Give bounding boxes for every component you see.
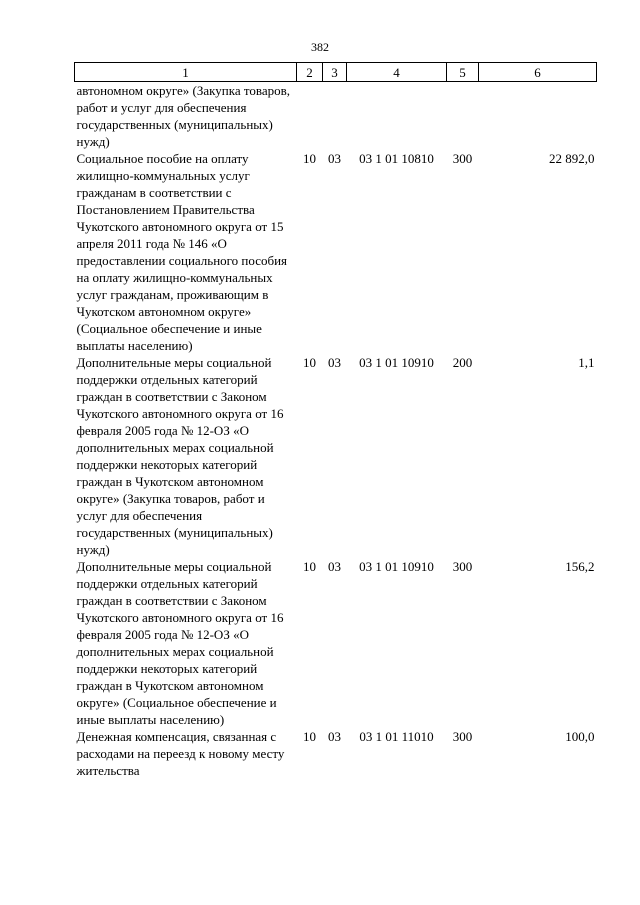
- column-header: 6: [479, 63, 597, 82]
- row-section: [297, 82, 323, 151]
- row-expense-type: 300: [452, 151, 473, 166]
- row-expense-type: 300: [452, 559, 473, 574]
- row-subsection: 03: [328, 729, 341, 744]
- row-description: автономном округе» (Закупка товаров, работ и услуг для обеспечения государственных (муниципальных) нужд): [76, 83, 291, 149]
- row-expense-type: 300: [452, 729, 473, 744]
- row-section: 10: [303, 355, 316, 370]
- row-target-code: 03 1 01 10910: [359, 559, 434, 574]
- row-subsection: 03: [328, 151, 341, 166]
- row-amount: 22 892,0: [549, 151, 595, 166]
- table-row: [75, 150, 597, 354]
- table-row: [75, 558, 597, 728]
- row-amount: 156,2: [565, 559, 595, 574]
- column-header: 1: [75, 63, 297, 82]
- row-target-code: 03 1 01 11010: [359, 729, 434, 744]
- row-amount: [479, 82, 597, 151]
- row-expense-type: 200: [452, 355, 473, 370]
- budget-table: [74, 62, 597, 779]
- row-section: 10: [303, 559, 316, 574]
- row-target-code: 03 1 01 10910: [359, 355, 434, 370]
- row-description: Дополнительные меры социальной поддержки отдельных категорий граждан в соответствии с Законом Чукотского автономного округа от 16 февраля 2005 года № 12-ОЗ «О дополнительных мерах социальной поддержки некоторых категорий граждан в Чукотском автономном округе» (Закупка товаров, работ и услуг для обеспечения государственных (муниципальных) нужд): [76, 355, 284, 557]
- column-header: 5: [447, 63, 479, 82]
- table-row: [75, 728, 597, 779]
- row-target-code: 03 1 01 10810: [359, 151, 434, 166]
- row-amount: 100,0: [565, 729, 595, 744]
- row-description: Денежная компенсация, связанная с расходами на переезд к новому месту жительства: [76, 729, 285, 778]
- column-header: 2: [297, 63, 323, 82]
- row-subsection: 03: [328, 355, 341, 370]
- row-expense-type: [447, 82, 479, 151]
- column-header: 4: [347, 63, 447, 82]
- row-section: 10: [303, 151, 316, 166]
- row-subsection: 03: [328, 559, 341, 574]
- table-row: [75, 82, 597, 151]
- table-header-row: [75, 63, 597, 82]
- row-target-code: [347, 82, 447, 151]
- row-section: 10: [303, 729, 316, 744]
- page-number: 382: [311, 40, 329, 54]
- row-amount: 1,1: [578, 355, 595, 370]
- row-subsection: [323, 82, 347, 151]
- row-description: Социальное пособие на оплату жилищно-коммунальных услуг гражданам в соответствии с Постановлением Правительства Чукотского автономного округа от 15 апреля 2011 года № 146 «О предоставлении социального пособия на оплату жилищно-коммунальных услуг гражданам, проживающим в Чукотском автономном округе» (Социальное обеспечение и иные выплаты населению): [76, 151, 288, 353]
- column-header: 3: [323, 63, 347, 82]
- row-description: Дополнительные меры социальной поддержки отдельных категорий граждан в соответствии с Законом Чукотского автономного округа от 16 февраля 2005 года № 12-ОЗ «О дополнительных мерах социальной поддержки некоторых категорий граждан в Чукотском автономном округе» (Социальное обеспечение и иные выплаты населению): [76, 559, 284, 727]
- table-row: [75, 354, 597, 558]
